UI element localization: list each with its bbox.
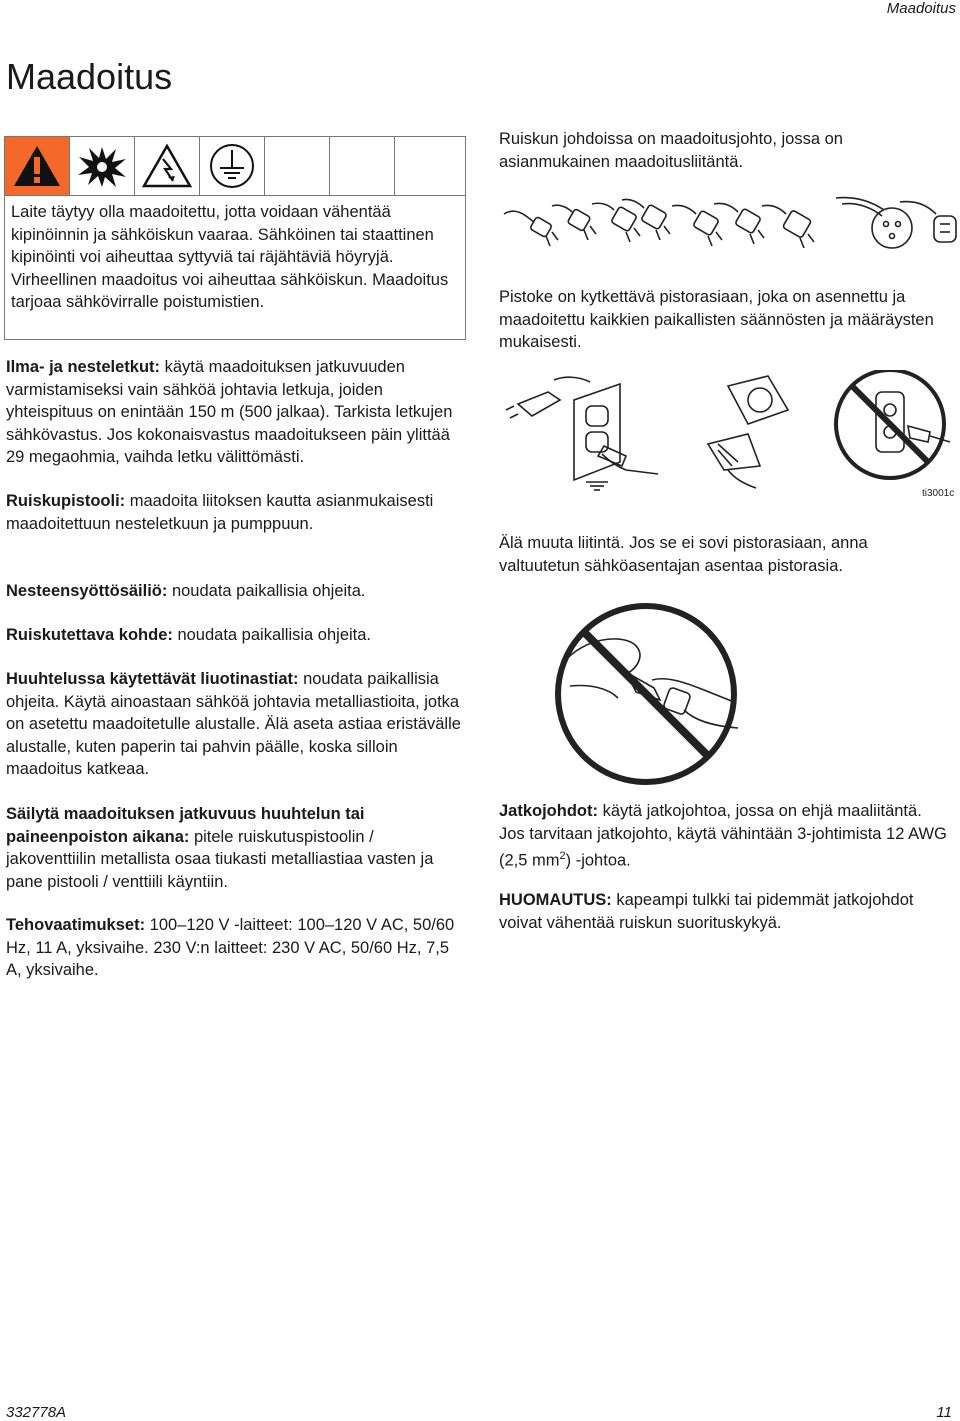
target-heading: Ruiskutettava kohde: xyxy=(6,626,173,644)
hoses-heading: Ilma- ja nesteletkut: xyxy=(6,358,161,376)
explosion-icon xyxy=(70,137,135,195)
page-number: 11 xyxy=(936,1404,952,1421)
note-paragraph xyxy=(499,889,949,934)
gun-heading: Ruiskupistooli: xyxy=(6,492,126,510)
solvent-text: noudata paikallisia ohjeita. Käytä ainoastaan sähköä johtavia metalliastioita, jotka on asetettu maadoitetulle alustalle. Älä aseta astiaa eristävälle alustalle, kuten paperin tai pahvin päälle, koska silloin maadoitus katkeaa. xyxy=(6,670,461,778)
gun-paragraph xyxy=(6,490,468,535)
feed-heading: Nesteensyöttösäiliö: xyxy=(6,582,168,600)
outlet-illustration xyxy=(498,370,958,498)
warning-icon-empty-cell xyxy=(330,137,395,195)
cord-paragraph: Ruiskun johdoissa on maadoitusjohto, jossa on asianmukainen maadoitusliitäntä. xyxy=(499,130,843,171)
page-title: Maadoitus xyxy=(6,56,173,97)
prohibited-cut-plug-illustration xyxy=(534,598,756,788)
figure-id: ti3001c xyxy=(922,488,955,498)
continuity-text: pitele ruiskutuspistoolin / jakoventtiilin metallista osaa tiukasti metalliastiaa vasten ja pane pistooli / venttiili käyntiin. xyxy=(6,827,434,891)
no-modify-paragraph: Älä muuta liitintä. Jos se ei sovi pistorasiaan, anna valtuutetun sähköasentajan asentaa pistorasia. xyxy=(499,534,868,575)
hoses-text: käytä maadoituksen jatkuvuuden varmistamiseksi vain sähköä johtavia letkuja, joiden yhteispituus on enintään 150 m (500 jalkaa). Tarkista letkujen sähkövastus. Jos kokonaisvastus maadoitukseen päin ylittää 29 megaohmia, vaihda letku välittömästi. xyxy=(6,358,453,466)
running-header: Maadoitus xyxy=(886,0,956,17)
plug-types-illustration xyxy=(496,192,960,264)
warning-icon-empty-cell xyxy=(265,137,330,195)
warning-text: Laite täytyy olla maadoitettu, jotta voidaan vähentää kipinöinnin ja sähköiskun vaaraa. Sähköinen tai staattinen kipinöinti voi aiheuttaa syttyviä tai räjähtäviä höyryjä. Virheellinen maadoitus voi aiheuttaa sähköiskun. Maadoitus tarjoaa sähkövirralle poistumistien. xyxy=(11,203,449,311)
note-text: kapeampi tulkki tai pidemmät jatkojohdot voivat vähentää ruiskun suorituskykyä. xyxy=(499,891,914,932)
doc-number: 332778A xyxy=(6,1404,67,1421)
warning-icon-empty-cell xyxy=(395,137,465,195)
warning-triangle-icon xyxy=(5,137,70,195)
hoses-paragraph xyxy=(6,356,468,469)
ground-icon xyxy=(200,137,265,195)
target-paragraph xyxy=(6,624,468,647)
extension-text: käytä jatkojohtoa, jossa on ehjä maaliitäntä. Jos tarvitaan jatkojohto, käytä vähintään 3-johtimista 12 AWG (2,5 mm xyxy=(499,802,947,870)
solvent-paragraph xyxy=(6,668,468,781)
extension-paragraph xyxy=(499,800,949,872)
extension-tail: ) -johtoa. xyxy=(565,851,631,870)
power-text: 100–120 V -laitteet: 100–120 V AC, 50/60 Hz, 11 A, yksivaihe. 230 V:n laitteet: 230 V AC, 50/60 Hz, 7,5 A, yksivaihe. xyxy=(6,916,455,979)
feed-paragraph xyxy=(6,580,468,603)
solvent-heading: Huuhtelussa käytettävät liuotinastiat: xyxy=(6,670,299,688)
feed-text: noudata paikallisia ohjeita. xyxy=(167,582,366,600)
power-paragraph xyxy=(6,914,468,982)
continuity-heading: Säilytä maadoituksen jatkuvuus huuhtelun tai paineenpoiston aikana: xyxy=(6,805,365,846)
extension-heading: Jatkojohdot: xyxy=(499,802,598,820)
note-heading: HUOMAUTUS: xyxy=(499,891,612,909)
power-heading: Tehovaatimukset: xyxy=(6,916,146,934)
warning-box xyxy=(4,136,466,340)
electric-shock-icon xyxy=(135,137,200,195)
warning-icons-row xyxy=(5,137,465,196)
extension-sup: 2 xyxy=(559,850,566,862)
target-text: noudata paikallisia ohjeita. xyxy=(172,626,372,644)
continuity-paragraph xyxy=(6,803,468,893)
gun-text: maadoita liitoksen kautta asianmukaisesti maadoitettuun nesteletkuun ja pumppuun. xyxy=(6,492,434,533)
plug-paragraph: Pistoke on kytkettävä pistorasiaan, joka on asennettu ja maadoitettu kaikkien paikallisten säännösten ja määräysten mukaisesti. xyxy=(499,288,934,351)
